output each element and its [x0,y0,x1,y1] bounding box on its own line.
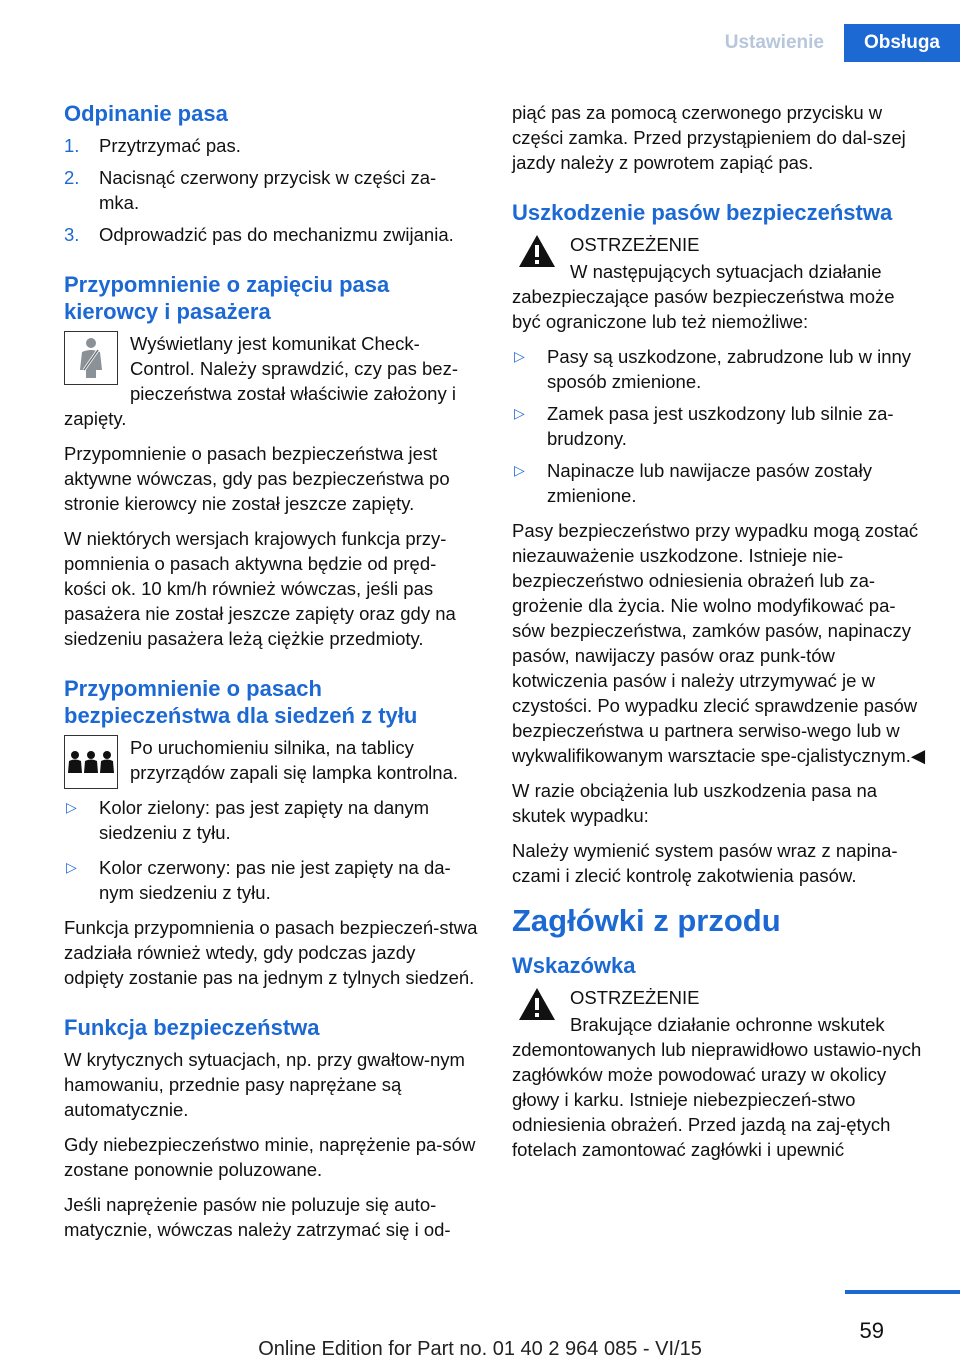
bullet-list [64,795,478,845]
section-tabs [705,24,960,62]
step-number: 1. [64,135,80,156]
rear-seatbelt-indicator-icon [64,735,118,789]
tab-ustawienie[interactable]: Ustawienie [724,32,824,53]
warning-text: W następujących sytuacjach działanie zabezpieczające pasów bezpieczeństwa może być ograniczone lub też niemożliwe: [512,261,895,332]
page-number: 59 [859,1318,884,1343]
bullet-arrow-icon: ▷ [514,405,525,421]
footer-divider [0,1290,960,1292]
warning-label: OSTRZEŻENIE [570,987,700,1008]
paragraph: piąć pas za pomocą czerwonego przycisku w części zamka. Przed przystąpieniem do dal-szej jazdy należy z powrotem zapiąć pas. [512,102,906,173]
heading-przypomnienie-kierowcy: Przypomnienie o zapięciu pasa kierowcy i pasażera [64,272,390,324]
step-text: Nacisnąć czerwony przycisk w części za- mka. [99,167,437,213]
heading-funkcja-bezpieczenstwa: Funkcja bezpieczeństwa [64,1015,320,1040]
paragraph: W krytycznych sytuacjach, np. przy gwałtow-nym hamowaniu, przednie pasy naprężane są automatycznie. [64,1049,465,1120]
list-item: ▷ Pasy są uszkodzone, zabrudzone lub w inny sposób zmienione. [514,346,912,392]
paragraph: W razie obciążenia lub uszkodzenia pasa na skutek wypadku: [512,780,878,826]
bullet-list [64,855,478,905]
paragraph: Po uruchomieniu silnika, na tablicy przyrządów zapali się lampka kontrolna. [130,737,459,783]
paragraph: W niektórych wersjach krajowych funkcja przy-pomnienia o pasach aktywna będzie od pręd-kości ok. 10 km/h również wówczas, jeśli pas pasażera nie został jeszcze zapięty oraz gdy na siedzeniu pasażera leżą ciężkie przedmioty. [64,528,456,649]
step-number: 3. [64,224,80,245]
heading-uszkodzenie-pasow: Uszkodzenie pasów bezpieczeństwa [512,200,893,225]
bullet-arrow-icon: ▷ [66,859,77,875]
step-number: 2. [64,167,80,188]
heading-przypomnienie-tylne: Przypomnienie o pasach bezpieczeństwa dla siedzeń z tyłu [64,676,418,728]
right-column [512,100,926,1172]
heading-zaglowki-z-przodu: Zagłówki z przodu [512,903,781,938]
list-item: ▷ Kolor czerwony: pas nie jest zapięty na da-nym siedzeniu z tyłu. [66,857,451,903]
list-item: ▷ Napinacze lub nawijacze pasów zostały zmienione. [514,460,872,506]
bullet-arrow-icon: ▷ [514,462,525,478]
warning-text: Brakujące działanie ochronne wskutek zdemontowanych lub nieprawidłowo ustawio-nych zagłówków może powodować urazy w okolicy głowy i karku. Istnieje niebezpieczeń-stwo odniesienia obrażeń. Przed jazdą na zaj-ętych fotelach zamontować zagłówki i upewnić [512,1014,922,1160]
step-text: Przytrzymać pas. [99,135,241,156]
bullet-arrow-icon: ▷ [66,799,77,815]
list-item [64,165,478,215]
tab-obsluga[interactable]: Obsługa [844,24,960,62]
paragraph: Przypomnienie o pasach bezpieczeństwa jest aktywne wówczas, gdy pas bezpieczeństwa po stronie kierowcy nie został jeszcze zapięty. [64,443,450,514]
paragraph: Pasy bezpieczeństwo przy wypadku mogą zostać niezauważenie uszkodzone. Istnieje nie-bezpieczeństwo odniesienia obrażeń lub za-grożenie dla życia. Nie wolno modyfikować pa-sów bezpieczeństwa, zamków pasów, napinaczy pasów, nawijaczy pasów oraz punk-tów kotwiczenia pasów i należy utrzymywać je w czystości. Po wypadku zlecić sprawdzenie pasów bezpieczeństwa u partnera serwiso-wego lub w wykwalifikowanym warsztacie spe-cjalistycznym.◀ [512,520,926,766]
list-item [64,133,478,158]
paragraph: Należy wymienić system pasów wraz z napina-czami i zlecić kontrolę zakotwienia pasów. [512,840,898,886]
step-text: Odprowadzić pas do mechanizmu zwijania. [99,224,454,245]
seatbelt-warning-icon [64,331,118,385]
warning-triangle-icon [518,234,556,268]
steps-list [64,133,478,247]
list-item: ▷ Zamek pasa jest uszkodzony lub silnie za-brudzony. [514,403,894,449]
left-column [64,100,478,1252]
warning-triangle-icon [518,987,556,1021]
list-item: ▷ Kolor zielony: pas jest zapięty na danym siedzeniu z tyłu. [66,797,430,843]
paragraph: Gdy niebezpieczeństwo minie, naprężenie pa-sów zostane ponownie poluzowane. [64,1134,476,1180]
warning-label: OSTRZEŻENIE [570,234,700,255]
paragraph: Funkcja przypomnienia o pasach bezpieczeń-stwa zadziała również wtedy, gdy podczas jazdy odpięty zostanie pas na jednym z tylnych siedzeń. [64,917,478,988]
bullet-list [512,344,926,508]
heading-wskazowka: Wskazówka [512,953,636,978]
heading-odpinanie-pasa: Odpinanie pasa [64,101,228,126]
footer-edition: Online Edition for Part no. 01 40 2 964 085 - VI/15 [258,1338,702,1360]
paragraph: Wyświetlany jest komunikat Check-Control. Należy sprawdzić, czy pas bez-pieczeństwa został właściwie założony i zapięty. [64,333,458,429]
list-item [64,222,478,247]
paragraph: Jeśli naprężenie pasów nie poluzuje się auto-matycznie, wówczas należy zatrzymać się i od- [64,1194,451,1240]
bullet-arrow-icon: ▷ [514,348,525,364]
